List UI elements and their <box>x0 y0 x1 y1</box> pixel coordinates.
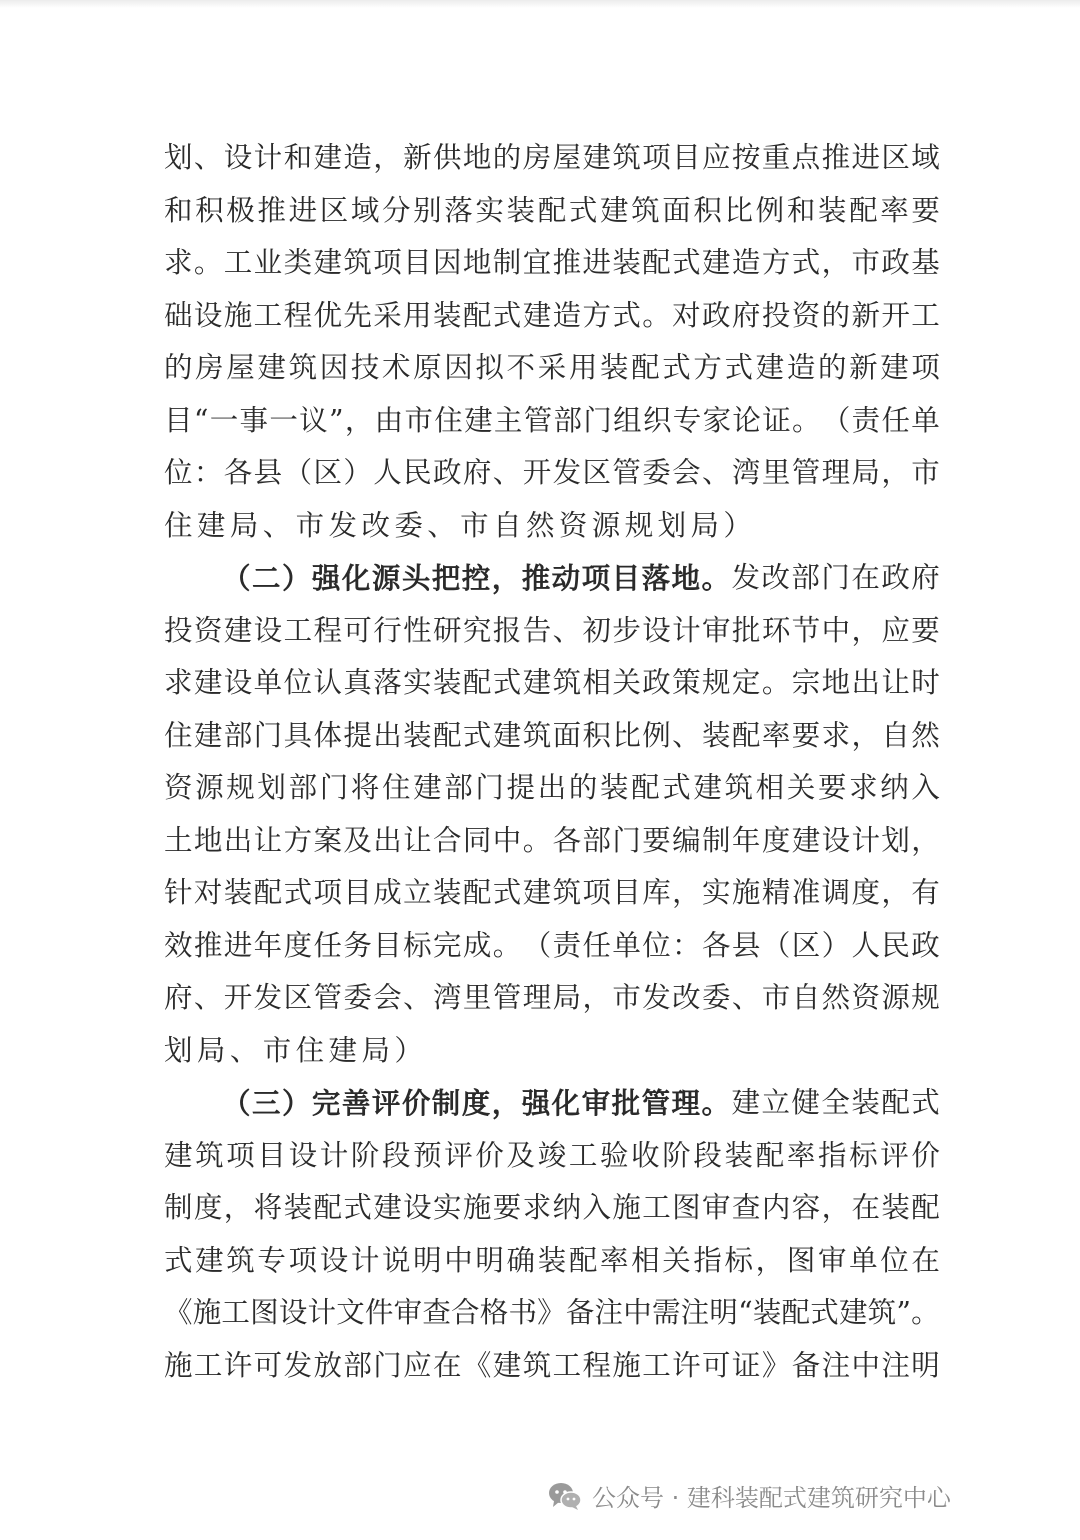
watermark <box>548 1478 951 1513</box>
text-line: 投 资 建 设 工 程 可 行 性 研 究 报 告 、 初 步 设 计 审 批 环 节 中 ， 应 要 <box>164 613 940 647</box>
text-line: 的 房 屋 建 筑 因 技 术 原 因 拟 不 采 用 装 配 式 方 式 建 造 的 新 建 项 <box>164 351 940 384</box>
text-line: 针 对 装 配 式 项 目 成 立 装 配 式 建 筑 项 目 库 ， 实 施 精 准 调 度 ， 有 <box>164 876 940 909</box>
text-line: 府 、 开 发 区 管 委 会 、 湾 里 管 理 局 ， 市 发 改 委 、 市 自 然 资 源 规 <box>164 981 940 1014</box>
text-line: 和 积 极 推 进 区 域 分 别 落 实 装 配 式 建 筑 面 积 比 例 和 装 配 率 要 <box>164 193 940 227</box>
section-heading-line: （ 二 ） 强 化 源 头 把 控 ， 推 动 项 目 落 地 。 发 改 部 门 在 政 府 <box>222 561 940 595</box>
section-heading-line: （ 三 ） 完 善 评 价 制 度 ， 强 化 审 批 管 理 。 建 立 健 全 装 配 式 <box>222 1086 940 1120</box>
text-line: 位 ： 各 县 （ 区 ） 人 民 政 府 、 开 发 区 管 委 会 、 湾 里 管 理 局 ， 市 <box>164 456 940 489</box>
text-line: 《 施 工 图 设 计 文 件 审 查 合 格 书 》 备 注 中 需 注 明 “ 装 配 式 建 筑 ” 。 <box>164 1296 940 1329</box>
text-line: 住 建 局 、 市 发 改 委 、 市 自 然 资 源 规 划 局 ） <box>164 508 752 542</box>
text-line: 资 源 规 划 部 门 将 住 建 部 门 提 出 的 装 配 式 建 筑 相 关 要 求 纳 入 <box>164 771 940 804</box>
page-top-edge <box>0 0 1080 8</box>
text-line: 础 设 施 工 程 优 先 采 用 装 配 式 建 造 方 式 。 对 政 府 投 资 的 新 开 工 <box>164 298 940 332</box>
document-body <box>164 132 940 1392</box>
text-line: 住 建 部 门 具 体 提 出 装 配 式 建 筑 面 积 比 例 、 装 配 率 要 求 ， 自 然 <box>164 718 940 752</box>
text-line: 划 、 设 计 和 建 造 ， 新 供 地 的 房 屋 建 筑 项 目 应 按 重 点 推 进 区 域 <box>164 141 940 174</box>
text-line: 效 推 进 年 度 任 务 目 标 完 成 。 （ 责 任 单 位 ： 各 县 （ 区 ） 人 民 政 <box>164 928 940 962</box>
text-line: 求 建 设 单 位 认 真 落 实 装 配 式 建 筑 相 关 政 策 规 定 。 宗 地 出 让 时 <box>164 666 940 699</box>
text-line: 求 。 工 业 类 建 筑 项 目 因 地 制 宜 推 进 装 配 式 建 造 方 式 ， 市 政 基 <box>164 246 940 279</box>
wechat-icon <box>548 1481 582 1511</box>
text-line: 建 筑 项 目 设 计 阶 段 预 评 价 及 竣 工 验 收 阶 段 装 配 率 指 标 评 价 <box>164 1138 940 1172</box>
text-line: 土 地 出 让 方 案 及 出 让 合 同 中 。 各 部 门 要 编 制 年 度 建 设 计 划 ， <box>164 823 940 857</box>
text-line: 式 建 筑 专 项 设 计 说 明 中 明 确 装 配 率 相 关 指 标 ， 图 审 单 位 在 <box>164 1243 940 1277</box>
text-line: 制 度 ， 将 装 配 式 建 设 实 施 要 求 纳 入 施 工 图 审 查 内 容 ， 在 装 配 <box>164 1191 940 1224</box>
text-line: 目 “ 一 事 一 议 ” ， 由 市 住 建 主 管 部 门 组 织 专 家 论 证 。 （ 责 任 单 <box>164 403 940 437</box>
text-line: 施 工 许 可 发 放 部 门 应 在 《 建 筑 工 程 施 工 许 可 证 》 备 注 中 注 明 <box>164 1348 940 1382</box>
text-line: 划 局 、 市 住 建 局 ） <box>164 1033 423 1067</box>
watermark-text: 公众号 · 建科装配式建筑研究中心 <box>592 1484 951 1512</box>
